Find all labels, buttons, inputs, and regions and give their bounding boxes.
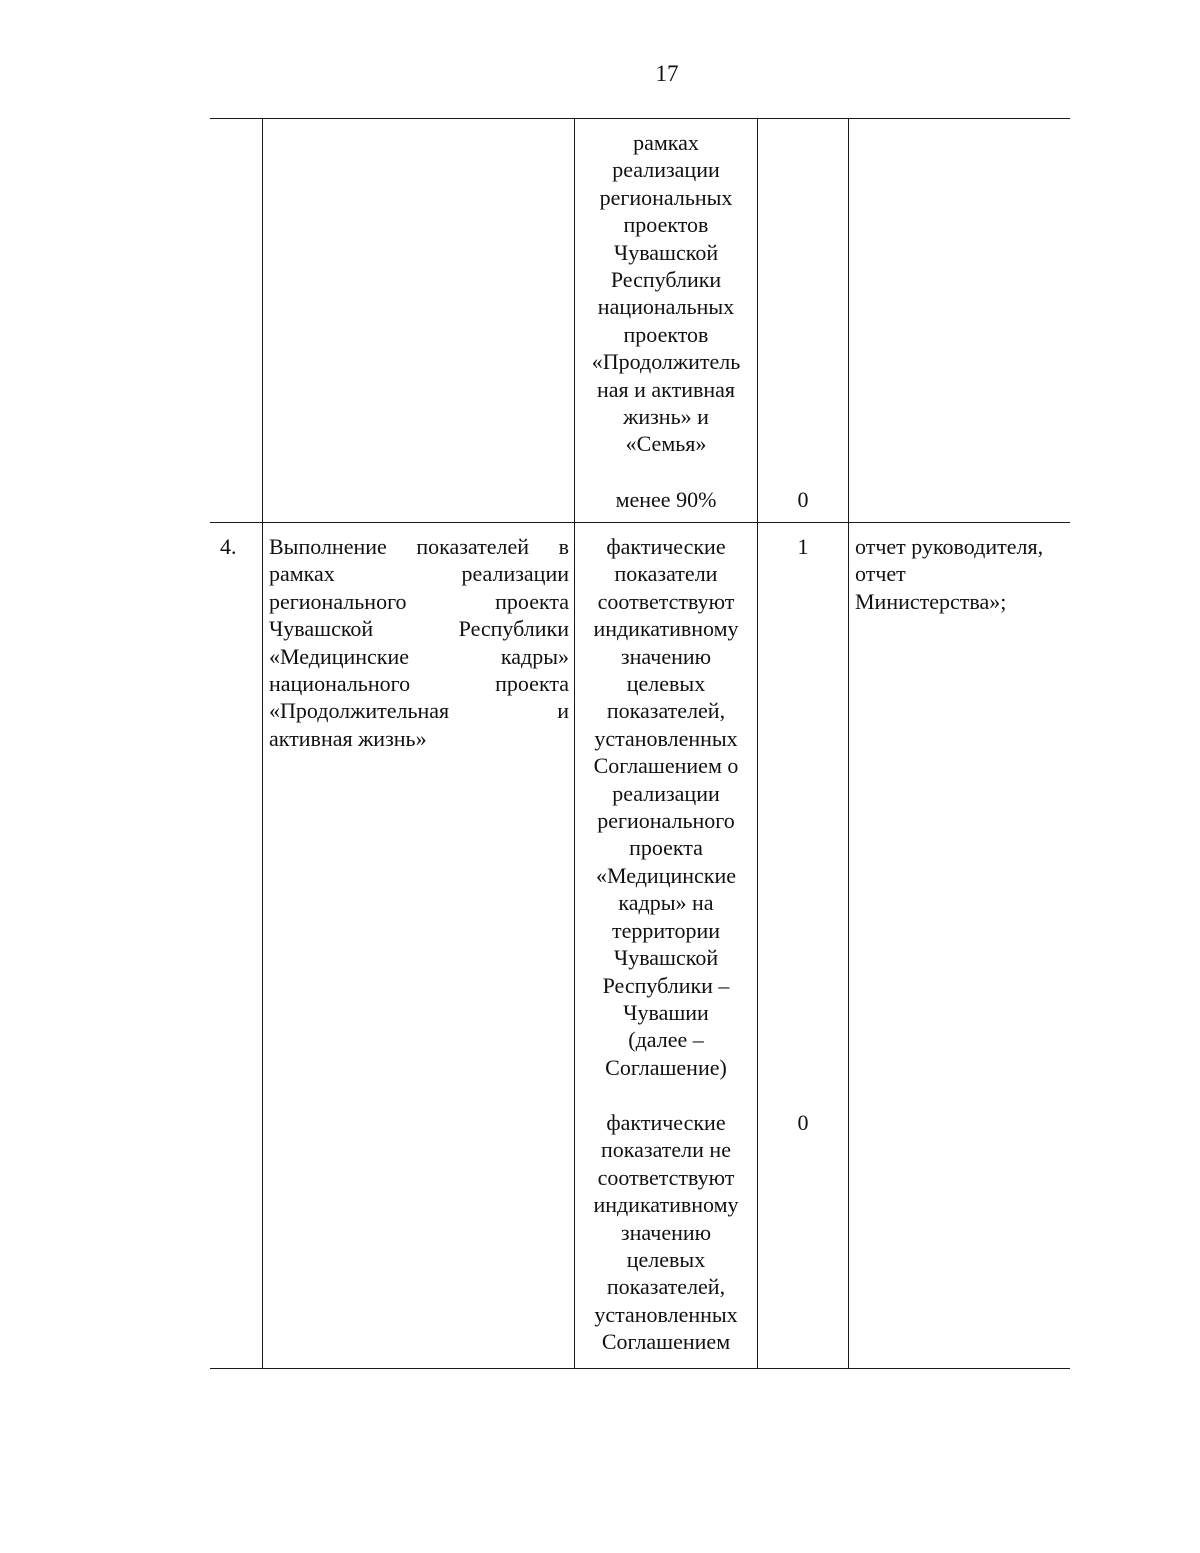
table-bottom-border [210,1368,1070,1369]
continued-threshold-cell: менее 90% [615,487,717,512]
column-divider-1 [262,118,263,1369]
column-divider-3 [757,118,758,1369]
indicator-line: регионального проекта [269,588,569,614]
score-not-met-cell: 0 [797,1110,809,1135]
indicator-line: «Медицинские кадры» [269,643,569,669]
indicator-line: Выполнение показателей в [269,534,569,559]
column-divider-2 [574,118,575,1369]
continued-criterion-cell: рамках реализации региональных проектов Чувашской Республики национальных проектов «Продолжитель ная и активная жизнь» и «Семья» [591,130,741,457]
criterion-met-cell: фактические показатели соответствуют индикативному значению целевых показателей, установленных Соглашением о реализации регионального проекта «Медицинские кадры» на территории Чувашской Республики – Чувашии (далее – Соглашение) [593,534,739,1080]
page-number: 17 [655,61,679,86]
row-number-cell: 4. [220,534,237,559]
indicator-cell [269,533,569,752]
column-divider-4 [848,118,849,1369]
criteria-table [210,118,1070,1370]
table-top-border [210,118,1070,119]
continued-score-cell: 0 [797,487,809,512]
indicator-line: национального проекта [269,671,569,697]
source-cell: отчет руководителя, отчет Министерства»; [855,534,1044,614]
score-met-cell: 1 [797,534,809,559]
indicator-line: Чувашской Республики [269,616,569,642]
indicator-line: «Продолжительная и [269,698,569,724]
indicator-line: рамках реализации [269,561,569,587]
row-divider [210,522,1070,523]
criterion-not-met-cell: фактические показатели не соответствуют индикативному значению целевых показателей, установленных Соглашением [593,1110,739,1355]
indicator-line: активная жизнь» [269,725,427,751]
